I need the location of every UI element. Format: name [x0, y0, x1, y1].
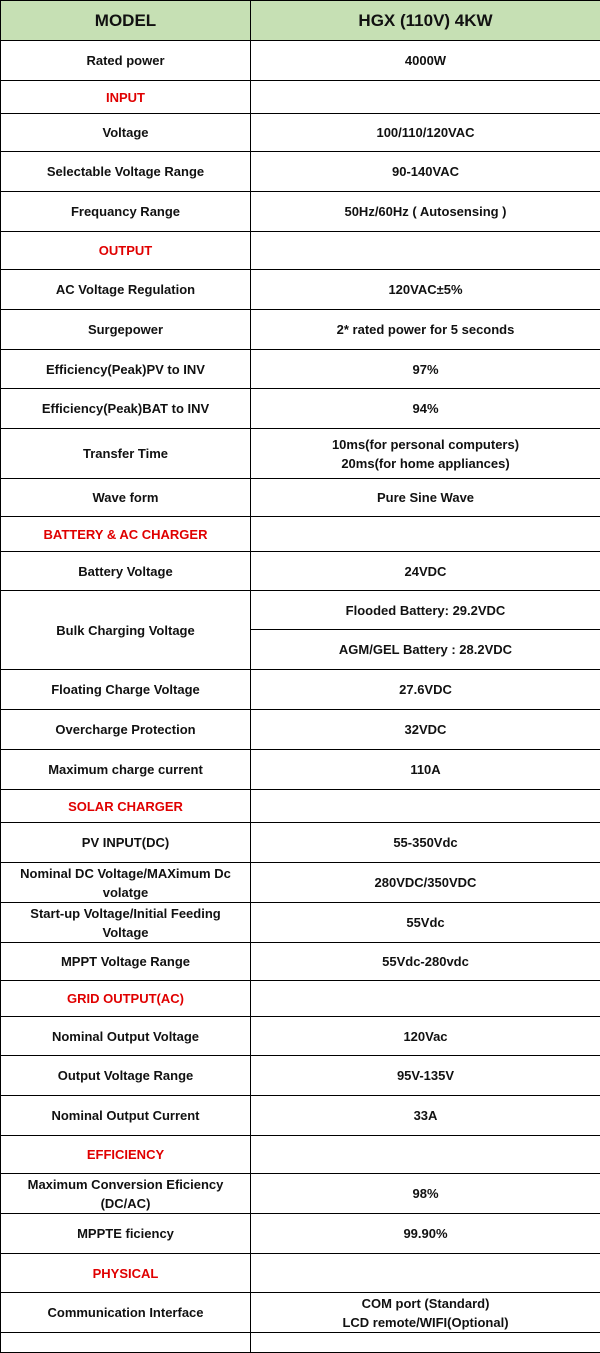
row-value: 280VDC/350VDC [251, 863, 600, 903]
header-model: MODEL [1, 1, 251, 41]
table-row [1, 1333, 600, 1353]
table-row [1, 1214, 600, 1254]
section-empty-cell [251, 981, 600, 1017]
value-line: 20ms(for home appliances) [255, 454, 596, 473]
section-row [1, 981, 600, 1017]
table-row [1, 823, 600, 863]
section-title: PHYSICAL [1, 1254, 251, 1293]
header-model-name: HGX (110V) 4KW [251, 1, 600, 41]
value-line: 10ms(for personal computers) [255, 435, 596, 454]
table-row [1, 552, 600, 591]
row-label: Efficiency(Peak)BAT to INV [1, 389, 251, 429]
row-label: PV INPUT(DC) [1, 823, 251, 863]
table-row [1, 310, 600, 350]
row-value [251, 1293, 600, 1333]
section-row [1, 232, 600, 270]
label-line: volatge [5, 883, 246, 902]
table-row [1, 1017, 600, 1056]
table-row [1, 670, 600, 710]
row-value: 99.90% [251, 1214, 600, 1254]
table-row [1, 429, 600, 479]
row-label [1, 1174, 251, 1214]
table-row [1, 1096, 600, 1136]
row-label: AC Voltage Regulation [1, 270, 251, 310]
row-label: Voltage [1, 114, 251, 152]
row-label: Frequancy Range [1, 192, 251, 232]
row-value: 94% [251, 389, 600, 429]
section-title: INPUT [1, 81, 251, 114]
row-label: Nominal Output Current [1, 1096, 251, 1136]
row-label: Transfer Time [1, 429, 251, 479]
row-value: 110A [251, 750, 600, 790]
row-value: Pure Sine Wave [251, 479, 600, 517]
table-row [1, 479, 600, 517]
row-value: 50Hz/60Hz ( Autosensing ) [251, 192, 600, 232]
label-line: (DC/AC) [5, 1194, 246, 1213]
row-label [1, 903, 251, 943]
row-label: Communication Interface [1, 1293, 251, 1333]
row-label: Nominal Output Voltage [1, 1017, 251, 1056]
header-row [1, 1, 600, 41]
row-value [251, 429, 600, 479]
label-line: Voltage [5, 923, 246, 942]
row-value: 120Vac [251, 1017, 600, 1056]
table-row [1, 710, 600, 750]
label-line: Maximum Conversion Eficiency [5, 1175, 246, 1194]
table-row [1, 192, 600, 232]
label-line: Start-up Voltage/Initial Feeding [5, 904, 246, 923]
row-label: Floating Charge Voltage [1, 670, 251, 710]
table-row [1, 750, 600, 790]
table-row [1, 943, 600, 981]
row-value: 24VDC [251, 552, 600, 591]
section-empty-cell [251, 1136, 600, 1174]
section-empty-cell [251, 790, 600, 823]
section-row [1, 1254, 600, 1293]
table-row [1, 152, 600, 192]
table-row [1, 591, 600, 630]
table-row [1, 1293, 600, 1333]
section-empty-cell [251, 517, 600, 552]
row-value: 2* rated power for 5 seconds [251, 310, 600, 350]
section-title: GRID OUTPUT(AC) [1, 981, 251, 1017]
section-row [1, 790, 600, 823]
section-empty-cell [251, 81, 600, 114]
row-value: AGM/GEL Battery : 28.2VDC [251, 630, 600, 670]
section-row [1, 1136, 600, 1174]
table-row [1, 41, 600, 81]
row-label: Wave form [1, 479, 251, 517]
row-label: Output Voltage Range [1, 1056, 251, 1096]
table-row [1, 270, 600, 310]
section-title: EFFICIENCY [1, 1136, 251, 1174]
table-row [1, 903, 600, 943]
section-empty-cell [251, 1254, 600, 1293]
table-row [1, 350, 600, 389]
row-label: MPPTE ficiency [1, 1214, 251, 1254]
row-value: 90-140VAC [251, 152, 600, 192]
section-title: BATTERY & AC CHARGER [1, 517, 251, 552]
row-value: 120VAC±5% [251, 270, 600, 310]
row-value: 100/110/120VAC [251, 114, 600, 152]
row-label: Selectable Voltage Range [1, 152, 251, 192]
table-row [1, 114, 600, 152]
row-label: Maximum charge current [1, 750, 251, 790]
row-value: 97% [251, 350, 600, 389]
row-value: 95V-135V [251, 1056, 600, 1096]
table-row [1, 389, 600, 429]
row-label: Battery Voltage [1, 552, 251, 591]
section-empty-cell [251, 232, 600, 270]
row-label: Bulk Charging Voltage [1, 591, 251, 670]
row-label: Rated power [1, 41, 251, 81]
section-row [1, 517, 600, 552]
row-label: MPPT Voltage Range [1, 943, 251, 981]
row-label [1, 1333, 251, 1353]
value-line: COM port (Standard) [255, 1294, 596, 1313]
row-value: 32VDC [251, 710, 600, 750]
section-title: SOLAR CHARGER [1, 790, 251, 823]
label-line: Nominal DC Voltage/MAXimum Dc [5, 864, 246, 883]
row-value: Flooded Battery: 29.2VDC [251, 591, 600, 630]
table-row [1, 1174, 600, 1214]
row-value: 55Vdc-280vdc [251, 943, 600, 981]
section-title: OUTPUT [1, 232, 251, 270]
row-value: 4000W [251, 41, 600, 81]
table-row [1, 863, 600, 903]
row-label: Surgepower [1, 310, 251, 350]
row-label [1, 863, 251, 903]
row-label: Overcharge Protection [1, 710, 251, 750]
row-value: 55Vdc [251, 903, 600, 943]
row-value: 27.6VDC [251, 670, 600, 710]
value-line: LCD remote/WIFI(Optional) [255, 1313, 596, 1332]
row-value: 33A [251, 1096, 600, 1136]
row-value: 55-350Vdc [251, 823, 600, 863]
row-label: Efficiency(Peak)PV to INV [1, 350, 251, 389]
row-value [251, 1333, 600, 1353]
row-value: 98% [251, 1174, 600, 1214]
table-row [1, 1056, 600, 1096]
section-row [1, 81, 600, 114]
